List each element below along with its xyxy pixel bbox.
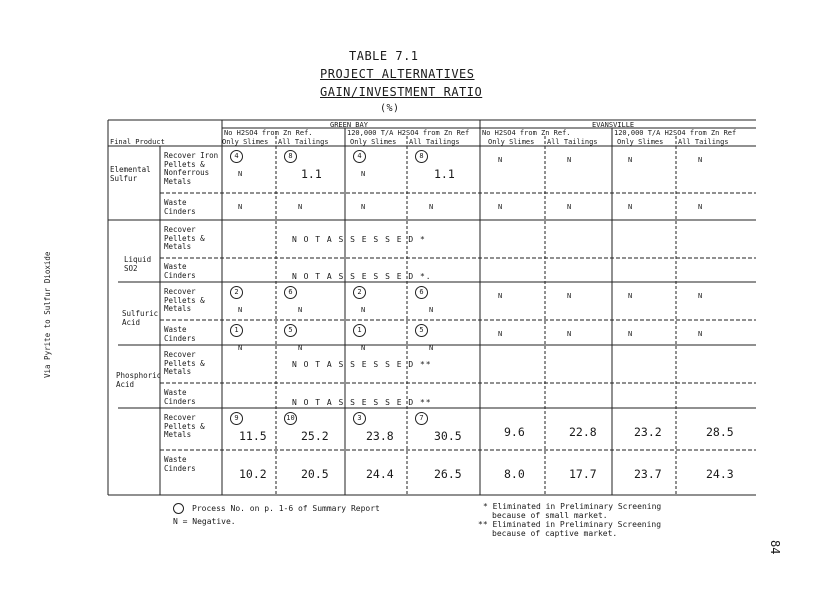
process-number-circle: 5 — [284, 324, 297, 337]
table-cell-value: N — [567, 156, 572, 164]
table-cell-value: N — [429, 344, 434, 352]
col-header: All Tailings — [278, 138, 329, 146]
table-cell-value: 1.1 — [301, 167, 322, 181]
table-cell-value: N — [567, 292, 572, 300]
row-label: Recover Iron Pellets & Nonferrous Metals — [164, 151, 219, 186]
table-cell-value: N — [298, 306, 303, 314]
process-number-circle: 4 — [353, 150, 366, 163]
table-cell-value: N — [238, 344, 243, 352]
header-sub-a: No H2SO4 from Zn Ref. — [224, 129, 313, 137]
process-number-circle: 3 — [353, 412, 366, 425]
col-header: Only Slimes — [222, 138, 269, 146]
circle-symbol — [173, 503, 184, 514]
not-assessed-text: N O T A S S E S S E D ** — [292, 398, 432, 407]
note-star1b: because of small market. — [492, 511, 608, 520]
row-label: Recover Pellets & Metals — [164, 287, 205, 313]
table-cell-value: N — [698, 292, 703, 300]
not-assessed-text: N O T A S S E S S E D * — [292, 235, 426, 244]
page-number: 84 — [768, 540, 782, 555]
table-cell-value: N — [628, 203, 633, 211]
table-cell-value: N — [498, 292, 503, 300]
table-cell-value: 9.6 — [504, 425, 525, 439]
header-sub-d: 120,000 T/A H2SO4 from Zn Ref — [614, 129, 737, 137]
table-cell-value: N — [429, 306, 434, 314]
table-cell-value: 22.8 — [569, 425, 597, 439]
note-star2b: because of captive market. — [492, 529, 618, 538]
table-cell-value: N — [361, 306, 366, 314]
group-elemental-sulfur: Elemental Sulfur — [110, 165, 151, 183]
table-cell-value: N — [698, 330, 703, 338]
table-cell-value: N — [498, 203, 503, 211]
process-number-circle: 8 — [284, 150, 297, 163]
group-sulfuric-acid: Sulfuric Acid — [122, 309, 159, 327]
table-cell-value: N — [361, 344, 366, 352]
table-cell-value: N — [698, 156, 703, 164]
row-label: Recover Pellets & Metals — [164, 350, 205, 376]
table-cell-value: 26.5 — [434, 467, 462, 481]
table-cell-value: N — [628, 292, 633, 300]
process-number-circle: 6 — [415, 286, 428, 299]
table-cell-value: 10.2 — [239, 467, 267, 481]
not-assessed-text: N O T A S S E S S E D *. — [292, 272, 432, 281]
process-number-circle: 8 — [415, 150, 428, 163]
table-cell-value: N — [567, 330, 572, 338]
col-header: All Tailings — [547, 138, 598, 146]
table-cell-value: N — [628, 156, 633, 164]
table-cell-value: 23.7 — [634, 467, 662, 481]
process-number-circle: 1 — [353, 324, 366, 337]
table-cell-value: N — [361, 170, 366, 178]
process-number-circle: 1 — [230, 324, 243, 337]
row-label: Recover Pellets & Metals — [164, 413, 205, 439]
table-cell-value: N — [429, 203, 434, 211]
process-number-circle: 5 — [415, 324, 428, 337]
process-number-circle: 2 — [230, 286, 243, 299]
table-cell-value: 23.2 — [634, 425, 662, 439]
table-cell-value: 25.2 — [301, 429, 329, 443]
table-cell-value: 30.5 — [434, 429, 462, 443]
col-header: All Tailings — [678, 138, 729, 146]
table-cell-value: N — [498, 156, 503, 164]
row-label: Waste Cinders — [164, 262, 196, 280]
row-label: Waste Cinders — [164, 455, 196, 473]
header-green-bay: GREEN BAY — [330, 121, 368, 129]
table-cell-value: 20.5 — [301, 467, 329, 481]
note-negative: N = Negative. — [173, 517, 236, 526]
table-cell-value: N — [238, 203, 243, 211]
table-cell-value: 8.0 — [504, 467, 525, 481]
col-header: Only Slimes — [617, 138, 664, 146]
process-number-circle: 10 — [284, 412, 297, 425]
header-final-product: Final Product — [110, 138, 165, 146]
process-number-circle: 2 — [353, 286, 366, 299]
table-title: TABLE 7.1 — [349, 49, 419, 63]
table-cell-value: N — [567, 203, 572, 211]
col-header: All Tailings — [409, 138, 460, 146]
process-number-circle: 6 — [284, 286, 297, 299]
table-cell-value: N — [298, 203, 303, 211]
table-cell-value: N — [361, 203, 366, 211]
process-number-circle: 7 — [415, 412, 428, 425]
table-subtitle-2: GAIN/INVESTMENT RATIO — [320, 85, 483, 99]
not-assessed-text: N O T A S S E S S E D ** — [292, 360, 432, 369]
header-sub-b: 120,000 T/A H2SO4 from Zn Ref — [347, 129, 470, 137]
group-liquid-so2: Liquid SO2 — [124, 255, 152, 273]
col-header: Only Slimes — [350, 138, 397, 146]
table-cell-value: 23.8 — [366, 429, 394, 443]
process-number-circle: 9 — [230, 412, 243, 425]
table-cell-value: 24.4 — [366, 467, 394, 481]
header-evansville: EVANSVILLE — [592, 121, 635, 129]
table-cell-value: 17.7 — [569, 467, 597, 481]
unit-label: (%) — [380, 103, 400, 114]
header-sub-c: No H2SO4 from Zn Ref. — [482, 129, 571, 137]
note-circle: Process No. on p. 1-6 of Summary Report — [192, 504, 380, 513]
col-header: Only Slimes — [488, 138, 535, 146]
table-cell-value: N — [238, 306, 243, 314]
row-label: Waste Cinders — [164, 198, 196, 216]
table-cell-value: N — [298, 344, 303, 352]
table-cell-value: 11.5 — [239, 429, 267, 443]
table-cell-value: 1.1 — [434, 167, 455, 181]
table-cell-value: N — [698, 203, 703, 211]
table-cell-value: 24.3 — [706, 467, 734, 481]
table-subtitle: PROJECT ALTERNATIVES — [320, 67, 475, 81]
table-cell-value: 28.5 — [706, 425, 734, 439]
table-cell-value: N — [498, 330, 503, 338]
table-cell-value: N — [628, 330, 633, 338]
note-star2: ** Eliminated in Preliminary Screening — [478, 520, 662, 529]
side-label: Via Pyrite to Sulfur Dioxide — [43, 251, 52, 378]
row-label: Waste Cinders — [164, 325, 196, 343]
note-star1: * Eliminated in Preliminary Screening — [483, 502, 662, 511]
table-cell-value: N — [238, 170, 243, 178]
group-phosphoric-acid: Phosphoric Acid — [116, 371, 162, 389]
row-label: Recover Pellets & Metals — [164, 225, 205, 251]
process-number-circle: 4 — [230, 150, 243, 163]
row-label: Waste Cinders — [164, 388, 196, 406]
